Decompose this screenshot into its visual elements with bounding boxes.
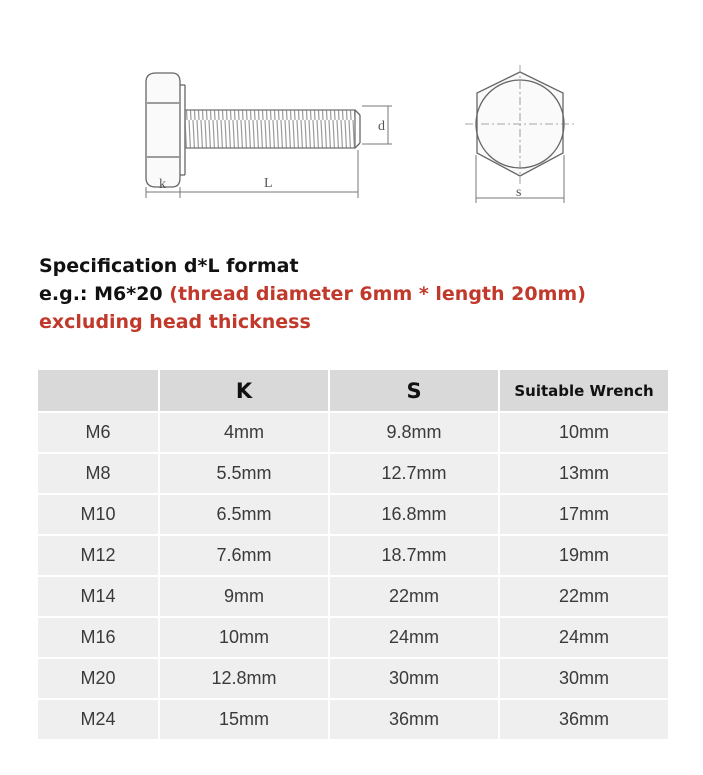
table-row — [37, 699, 669, 740]
cell-s: 22mm — [329, 576, 499, 617]
cell-k: 9mm — [159, 576, 329, 617]
cell-k: 15mm — [159, 699, 329, 740]
label-d: d — [378, 119, 385, 134]
cell-wrench: 36mm — [499, 699, 669, 740]
cell-k: 10mm — [159, 617, 329, 658]
header-size — [37, 369, 159, 412]
table-row — [37, 412, 669, 453]
table-row — [37, 617, 669, 658]
label-k: k — [159, 177, 166, 192]
cell-wrench: 22mm — [499, 576, 669, 617]
cell-size: M8 — [37, 453, 159, 494]
spec-example-line — [39, 280, 679, 308]
cell-wrench: 10mm — [499, 412, 669, 453]
header-wrench: Suitable Wrench — [499, 369, 669, 412]
table-row — [37, 535, 669, 576]
cell-size: M24 — [37, 699, 159, 740]
table-row — [37, 453, 669, 494]
cell-k: 4mm — [159, 412, 329, 453]
dimension-d — [362, 106, 392, 144]
cell-size: M12 — [37, 535, 159, 576]
cell-k: 5.5mm — [159, 453, 329, 494]
specification-text — [39, 252, 679, 336]
cell-s: 30mm — [329, 658, 499, 699]
cell-wrench: 17mm — [499, 494, 669, 535]
table-row — [37, 494, 669, 535]
bolt-diagram — [0, 0, 703, 240]
cell-s: 12.7mm — [329, 453, 499, 494]
label-L: L — [264, 176, 273, 191]
cell-size: M10 — [37, 494, 159, 535]
bolt-side-view — [146, 73, 360, 187]
cell-k: 6.5mm — [159, 494, 329, 535]
spec-note-line: excluding head thickness — [39, 311, 311, 333]
table-row — [37, 658, 669, 699]
cell-size: M14 — [37, 576, 159, 617]
cell-size: M20 — [37, 658, 159, 699]
cell-wrench: 13mm — [499, 453, 669, 494]
cell-wrench: 24mm — [499, 617, 669, 658]
dimensions-table — [36, 368, 670, 741]
cell-wrench: 19mm — [499, 535, 669, 576]
cell-s: 24mm — [329, 617, 499, 658]
cell-size: M16 — [37, 617, 159, 658]
spec-format-line: Specification d*L format — [39, 255, 299, 277]
table-row — [37, 576, 669, 617]
header-k: K — [159, 369, 329, 412]
cell-k: 7.6mm — [159, 535, 329, 576]
cell-s: 18.7mm — [329, 535, 499, 576]
label-s: s — [516, 185, 522, 200]
spec-example-explanation: (thread diameter 6mm * length 20mm) — [169, 283, 586, 305]
cell-size: M6 — [37, 412, 159, 453]
spec-example-prefix: e.g.: M6*20 — [39, 283, 163, 305]
cell-s: 9.8mm — [329, 412, 499, 453]
cell-s: 16.8mm — [329, 494, 499, 535]
cell-wrench: 30mm — [499, 658, 669, 699]
table-header-row — [37, 369, 669, 412]
cell-s: 36mm — [329, 699, 499, 740]
header-s: S — [329, 369, 499, 412]
cell-k: 12.8mm — [159, 658, 329, 699]
